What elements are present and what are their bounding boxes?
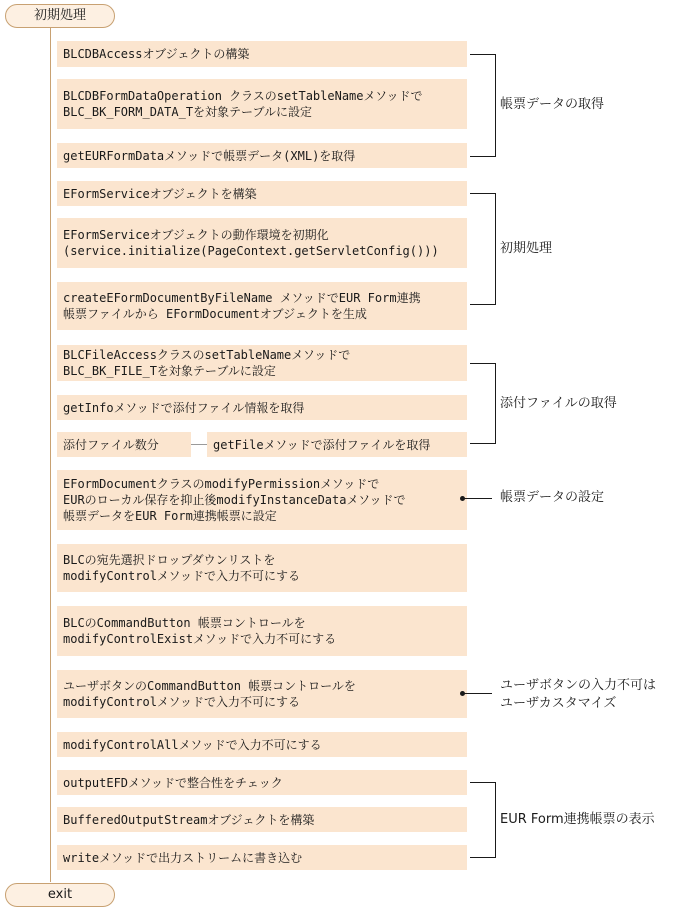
step-eformservice-construct: EFormServiceオブジェクトを構築	[57, 181, 467, 206]
step-disable-dropdown: BLCの宛先選択ドロップダウンリストを modifyControlメソッドで入力不可にする	[57, 544, 467, 592]
step-get-form-data: getEURFormDataメソッドで帳票データ(XML)を取得	[57, 143, 467, 168]
bracket-form-display	[470, 782, 496, 858]
label-form-data-get: 帳票データの取得	[500, 97, 605, 112]
label-attachment-get: 添付ファイルの取得	[500, 396, 617, 411]
label-initialization: 初期処理	[500, 241, 553, 256]
pointer-line	[464, 498, 492, 499]
step-create-eformdocument: createEFormDocumentByFileName メソッドでEUR Form連携 帳票ファイルから EFormDocumentオブジェクトを生成	[57, 282, 467, 330]
label-form-data-set: 帳票データの設定	[500, 490, 605, 505]
end-terminal: exit	[5, 883, 115, 907]
bracket-attachment-get	[470, 363, 496, 444]
step-disable-all: modifyControlAllメソッドで入力不可にする	[57, 732, 467, 757]
loop-attachment-count: 添付ファイル数分	[57, 432, 191, 457]
step-disable-user-button: ユーザボタンのCommandButton 帳票コントロールを modifyControlメソッドで入力不可にする	[57, 670, 467, 718]
step-buffered-stream: BufferedOutputStreamオブジェクトを構築	[57, 807, 467, 832]
pointer-line	[464, 693, 492, 694]
label-user-customize: ユーザボタンの入力不可は ユーザカスタマイズ	[500, 678, 657, 711]
step-disable-blc-button: BLCのCommandButton 帳票コントロールを modifyControlExistメソッドで入力不可にする	[57, 606, 467, 656]
step-set-form-data-table: BLCDBFormDataOperation クラスのsetTableNameメソッドで BLC_BK_FORM_DATA_Tを対象テーブルに設定	[57, 79, 467, 129]
step-set-file-table: BLCFileAccessクラスのsetTableNameメソッドで BLC_BK_FILE_Tを対象テーブルに設定	[57, 345, 467, 381]
start-terminal: 初期処理	[5, 4, 115, 28]
step-get-file: getFileメソッドで添付ファイルを取得	[207, 432, 467, 457]
loop-connector	[191, 444, 207, 445]
step-get-attachment-info: getInfoメソッドで添付ファイル情報を取得	[57, 395, 467, 420]
bracket-initialization	[470, 193, 496, 305]
step-write-stream: writeメソッドで出力ストリームに書き込む	[57, 845, 467, 870]
step-output-efd: outputEFDメソッドで整合性をチェック	[57, 770, 467, 795]
step-eformservice-initialize: EFormServiceオブジェクトの動作環境を初期化 (service.initialize(PageContext.getServletConfig()))	[57, 218, 467, 268]
step-dbaccess-construct: BLCDBAccessオブジェクトの構築	[57, 41, 467, 67]
flow-line	[50, 28, 51, 882]
step-modify-permission: EFormDocumentクラスのmodifyPermissionメソッドで EURのローカル保存を抑止後modifyInstanceDataメソッドで 帳票データをEUR Form連携帳票に設定	[57, 470, 467, 530]
label-form-display: EUR Form連携帳票の表示	[500, 812, 655, 827]
bracket-form-data-get	[470, 54, 496, 157]
